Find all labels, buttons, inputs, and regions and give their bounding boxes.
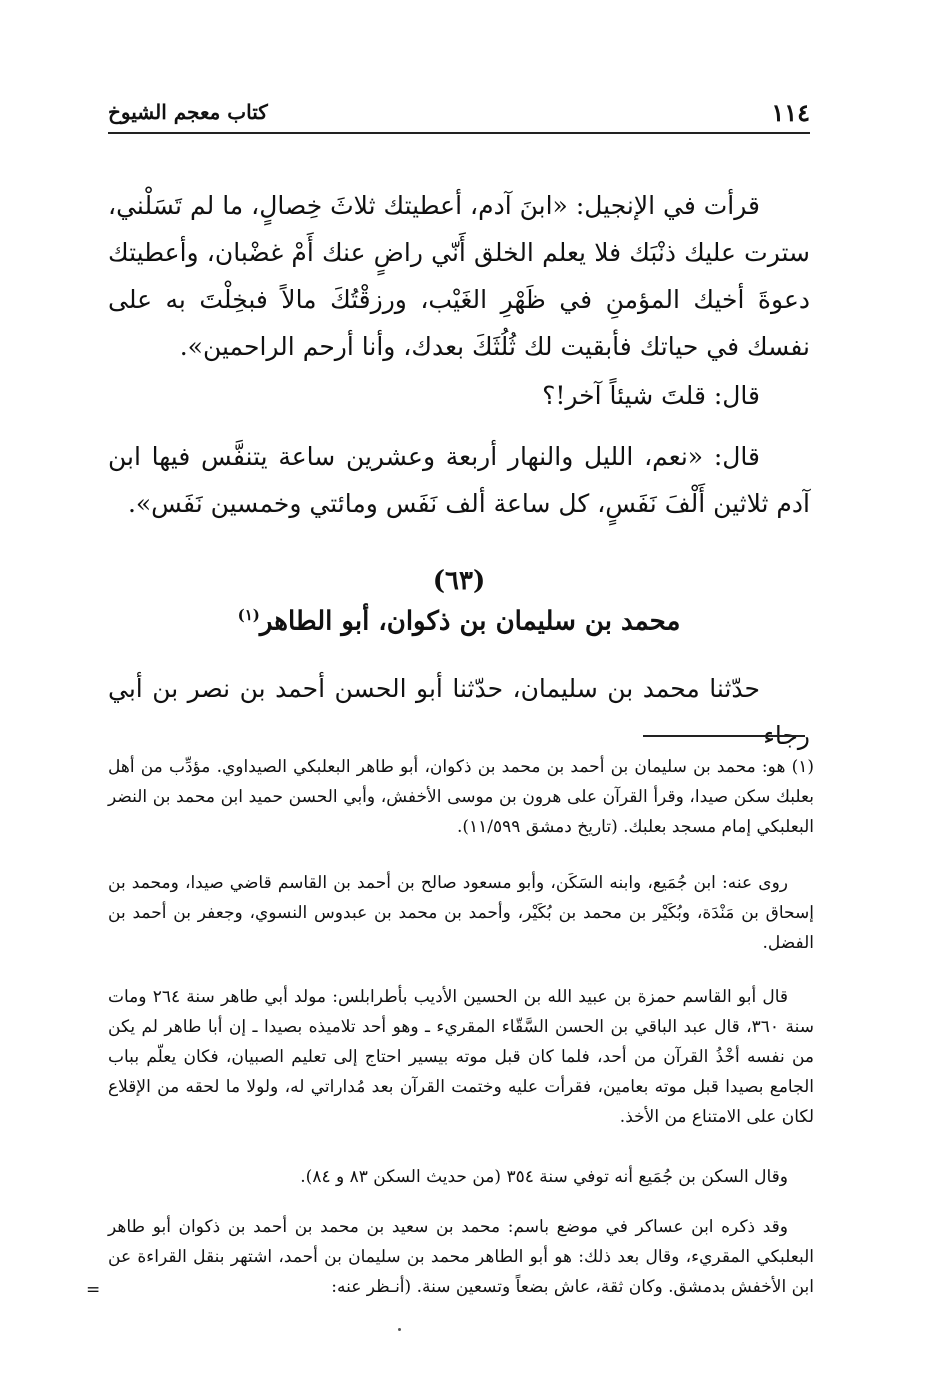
footnote-ref[interactable]: (١) [237, 606, 260, 624]
footnote-text: (١) هو: محمد بن سليمان بن أحمد بن محمد بن ذكوان، أبو طاهر البعلبكي الصيداوي. مؤدِّب من أهل بعلبك سكن صيدا، وقرأ القرآن على هرون بن موسى الأخفش، وأبي الحسن حميد ابن محمد بن النضر البعلبكي إمام مسجد بعلبك. (تاريخ دمشق ١١/٥٩٩). [108, 757, 814, 837]
body-paragraph [108, 372, 810, 419]
answer-text: قال: «نعم، الليل والنهار أربعة وعشرين ساعة يتنفَّس فيها ابن آدم ثلاثين أَلْفَ نَفَسٍ، كل ساعة ألف نَفَس ومائتي وخمسين نَفَس». [108, 442, 810, 518]
entry-title-text: محمد بن سليمان بن ذكوان، أبو الطاهر [259, 606, 681, 637]
entry-number: (٦٣) [432, 566, 486, 596]
footnote-separator [643, 735, 805, 737]
footnote-text: وقال السكن بن جُمَيع أنه توفي سنة ٣٥٤ (من حديث السكن ٨٣ و ٨٤). [300, 1167, 788, 1187]
body-paragraph [108, 182, 810, 370]
footnote [108, 982, 814, 1132]
footnote [108, 1162, 814, 1192]
question-line: قال: قلتَ شيئاً آخر!؟ [542, 381, 760, 410]
body-paragraph [108, 665, 810, 759]
footnote-text: قال أبو القاسم حمزة بن عبيد الله بن الحسين الأديب بأطرابلس: مولد أبي طاهر سنة ٢٦٤ ومات سنة ٣٦٠، قال عبد الباقي بن الحسن السَّقّاء المقريء ـ وهو أحد تلاميذه بصيدا ـ إن أبا طاهر لم يكن من نفسه أخْذُ القرآن من أحد، فلما كان قبل موته بيسير احتاج إلى تعليم الصبيان، فكان يعلّم بباب الجامع بصيدا قبل موته بعامين، فقرأت عليه وختمت القرآن بعد مُداراتي له، ولولا ما لحقه من الإقلاع لكان على الامتناع من الأخذ. [108, 987, 814, 1127]
footnote [108, 1212, 814, 1302]
footnote [108, 868, 814, 958]
isnad-line: حدّثنا محمد بن سليمان، حدّثنا أبو الحسن أحمد بن نصر بن أبي رجاء [108, 674, 810, 750]
hadith-text: قرأت في الإنجيل: «ابنَ آدم، أعطيتك ثلاثَ خِصالٍ، ما لم تَسَلْني، سترت عليك ذنْبَك فلا يعلم الخلق أَنّي راضٍ عنك أَمْ غضْبان، وأعطيتك دعوةَ أخيك المؤمنِ في ظَهْرِ الغَيْب، ورزقْتُكَ مالاً فبخِلْتَ به على نفسك في حياتك فأبقيت لك ثُلُثَكَ بعدك، وأنا أرحم الراحمين». [108, 191, 810, 361]
running-title: كتاب معجم الشيوخ [108, 100, 268, 124]
page-number: ١١٤ [771, 98, 810, 127]
page-header [108, 96, 810, 134]
footnote-text: وقد ذكره ابن عساكر في موضع باسم: محمد بن سعيد بن محمد بن أحمد بن ذكوان أبو طاهر البعلبكي المقريء، وقال بعد ذلك: هو أبو الطاهر محمد بن سليمان بن أحمد، اشتهر بنقل القراءة عن ابن الأخفش بدمشق. وكان ثقة، عاش بضعاً وتسعين سنة. (أنـظر عنه: [108, 1217, 814, 1297]
entry-title [108, 606, 810, 637]
footnote [108, 752, 814, 842]
scan-speck [398, 1328, 401, 1331]
body-paragraph [108, 433, 810, 527]
footnote-text: روى عنه: ابن جُمَيع، وابنه السَكَن، وأبو مسعود صالح بن أحمد بن القاسم قاضي صيدا، ومحمد بن إسحاق بن مَنْدَة، وبُكَيْر بن محمد بن بُكَيْر، وأحمد بن محمد بن عبدوس النسوي، وجعفر بن أحمد بن الفضل. [108, 873, 814, 953]
continued-mark: = [86, 1280, 101, 1300]
